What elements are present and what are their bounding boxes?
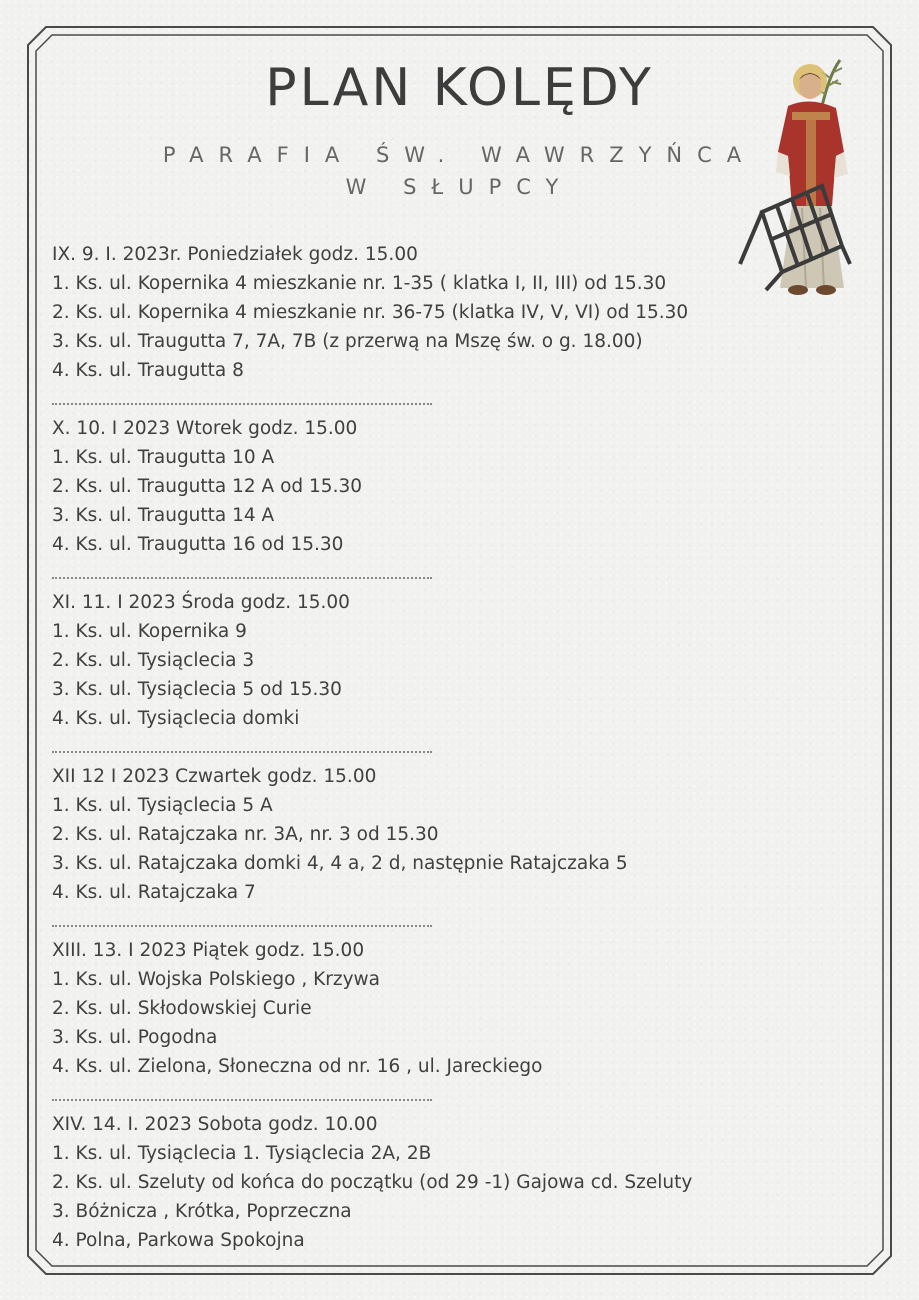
day-heading: IX. 9. I. 2023r. Poniedziałek godz. 15.00 (52, 244, 418, 265)
schedule-item: 4. Ks. ul. Zielona, Słoneczna od nr. 16 , ul. Jareckiego (52, 1056, 543, 1077)
day-heading: X. 10. I 2023 Wtorek godz. 15.00 (52, 418, 358, 439)
schedule-item: 4. Ks. ul. Traugutta 8 (52, 360, 244, 381)
schedule-item: 1. Ks. ul. Wojska Polskiego , Krzywa (52, 969, 380, 990)
schedule-item: 3. Ks. ul. Ratajczaka domki 4, 4 a, 2 d, następnie Ratajczaka 5 (52, 853, 628, 874)
schedule-item: 2. Ks. ul. Tysiąclecia 3 (52, 650, 255, 671)
schedule-item: 2. Ks. ul. Szeluty od końca do początku (od 29 -1) Gajowa cd. Szeluty (52, 1172, 693, 1193)
parish-town: W SŁUPCY (345, 175, 574, 199)
dotted-separator (52, 733, 852, 762)
page-title: PLAN KOLĘDY (265, 58, 654, 118)
schedule-item: 4. Ks. ul. Tysiąclecia domki (52, 708, 300, 729)
schedule-item: 4. Ks. ul. Ratajczaka 7 (52, 882, 256, 903)
day-heading: XI. 11. I 2023 Środa godz. 15.00 (52, 592, 350, 613)
visitation-schedule (52, 240, 852, 1255)
schedule-item: 2. Ks. ul. Ratajczaka nr. 3A, nr. 3 od 15.30 (52, 824, 439, 845)
dotted-separator (52, 559, 852, 588)
schedule-item: 3. Ks. ul. Traugutta 14 A (52, 505, 275, 526)
day-block (52, 936, 852, 1110)
schedule-item: 1. Ks. ul. Kopernika 9 (52, 621, 247, 642)
dotted-separator (52, 1081, 852, 1110)
schedule-item: 3. Ks. ul. Tysiąclecia 5 od 15.30 (52, 679, 342, 700)
day-block (52, 240, 852, 414)
day-block (52, 588, 852, 762)
schedule-item: 4. Polna, Parkowa Spokojna (52, 1230, 305, 1251)
schedule-item: 3. Ks. ul. Pogodna (52, 1027, 218, 1048)
dotted-separator (52, 907, 852, 936)
schedule-item: 2. Ks. ul. Skłodowskiej Curie (52, 998, 312, 1019)
day-heading: XIV. 14. I. 2023 Sobota godz. 10.00 (52, 1114, 378, 1135)
schedule-item: 2. Ks. ul. Traugutta 12 A od 15.30 (52, 476, 362, 497)
schedule-item: 1. Ks. ul. Tysiąclecia 1. Tysiąclecia 2A, 2B (52, 1143, 432, 1164)
day-block (52, 1110, 852, 1255)
parish-name: PARAFIA ŚW. WAWRZYŃCA (162, 143, 757, 167)
schedule-item: 3. Bóżnicza , Krótka, Poprzeczna (52, 1201, 352, 1222)
schedule-item: 4. Ks. ul. Traugutta 16 od 15.30 (52, 534, 344, 555)
day-heading: XII 12 I 2023 Czwartek godz. 15.00 (52, 766, 377, 787)
dotted-separator (52, 385, 852, 414)
schedule-item: 1. Ks. ul. Tysiąclecia 5 A (52, 795, 273, 816)
schedule-item: 1. Ks. ul. Traugutta 10 A (52, 447, 275, 468)
day-heading: XIII. 13. I 2023 Piątek godz. 15.00 (52, 940, 365, 961)
day-block (52, 762, 852, 936)
schedule-item: 1. Ks. ul. Kopernika 4 mieszkanie nr. 1-35 ( klatka I, II, III) od 15.30 (52, 273, 667, 294)
schedule-item: 3. Ks. ul. Traugutta 7, 7A, 7B (z przerwą na Mszę św. o g. 18.00) (52, 331, 643, 352)
day-block (52, 414, 852, 588)
schedule-item: 2. Ks. ul. Kopernika 4 mieszkanie nr. 36-75 (klatka IV, V, VI) od 15.30 (52, 302, 689, 323)
